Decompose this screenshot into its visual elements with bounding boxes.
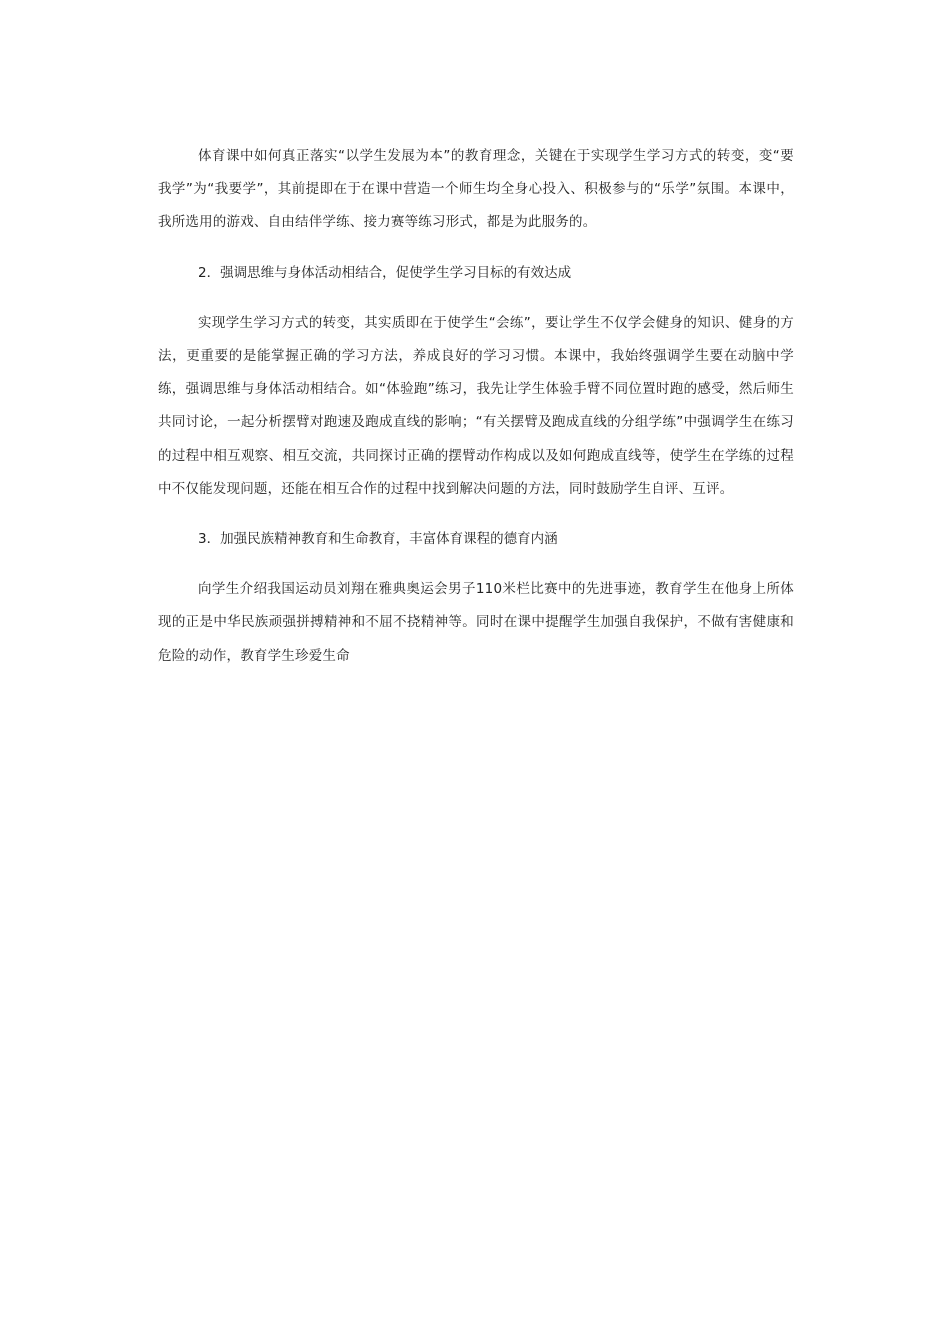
paragraph-spacer xyxy=(158,240,794,257)
section-heading-3: 3．加强民族精神教育和生命教育，丰富体育课程的德育内涵 xyxy=(198,531,558,548)
paragraph-spacer xyxy=(158,506,794,523)
section-heading-2: 2．强调思维与身体活动相结合，促使学生学习目标的有效达成 xyxy=(198,264,572,281)
document-body xyxy=(158,140,794,673)
paragraph-1: 体育课中如何真正落实“以学生发展为本”的教育理念，关键在于实现学生学习方式的转变，变“要我学”为“我要学”，其前提即在于在课中营造一个师生均全身心投入、积极参与的“乐学”氛围。本课中，我所选用的游戏、自由结伴学练、接力赛等练习形式，都是为此服务的。 xyxy=(158,148,794,231)
paragraph-2: 实现学生学习方式的转变，其实质即在于使学生“会练”，要让学生不仅学会健身的知识、健身的方法，更重要的是能掌握正确的学习方法，养成良好的学习习惯。本课中，我始终强调学生要在动脑中学练，强调思维与身体活动相结合。如“体验跑”练习，我先让学生体验手臂不同位置时跑的感受，然后师生共同讨论，一起分析摆臂对跑速及跑成直线的影响；“有关摆臂及跑成直线的分组学练”中强调学生在练习的过程中相互观察、相互交流，共同探讨正确的摆臂动作构成以及如何跑成直线等，使学生在学练的过程中不仅能发现问题，还能在相互合作的过程中找到解决问题的方法，同时鼓励学生自评、互评。 xyxy=(158,314,794,497)
paragraph-3: 向学生介绍我国运动员刘翔在雅典奥运会男子110米栏比赛中的先进事迹，教育学生在他身上所体现的正是中华民族顽强拼搏精神和不屈不挠精神等。同时在课中提醒学生加强自我保护，不做有害健康和危险的动作，教育学生珍爱生命 xyxy=(158,581,794,664)
paragraph-spacer xyxy=(158,290,794,307)
paragraph-spacer xyxy=(158,556,794,573)
